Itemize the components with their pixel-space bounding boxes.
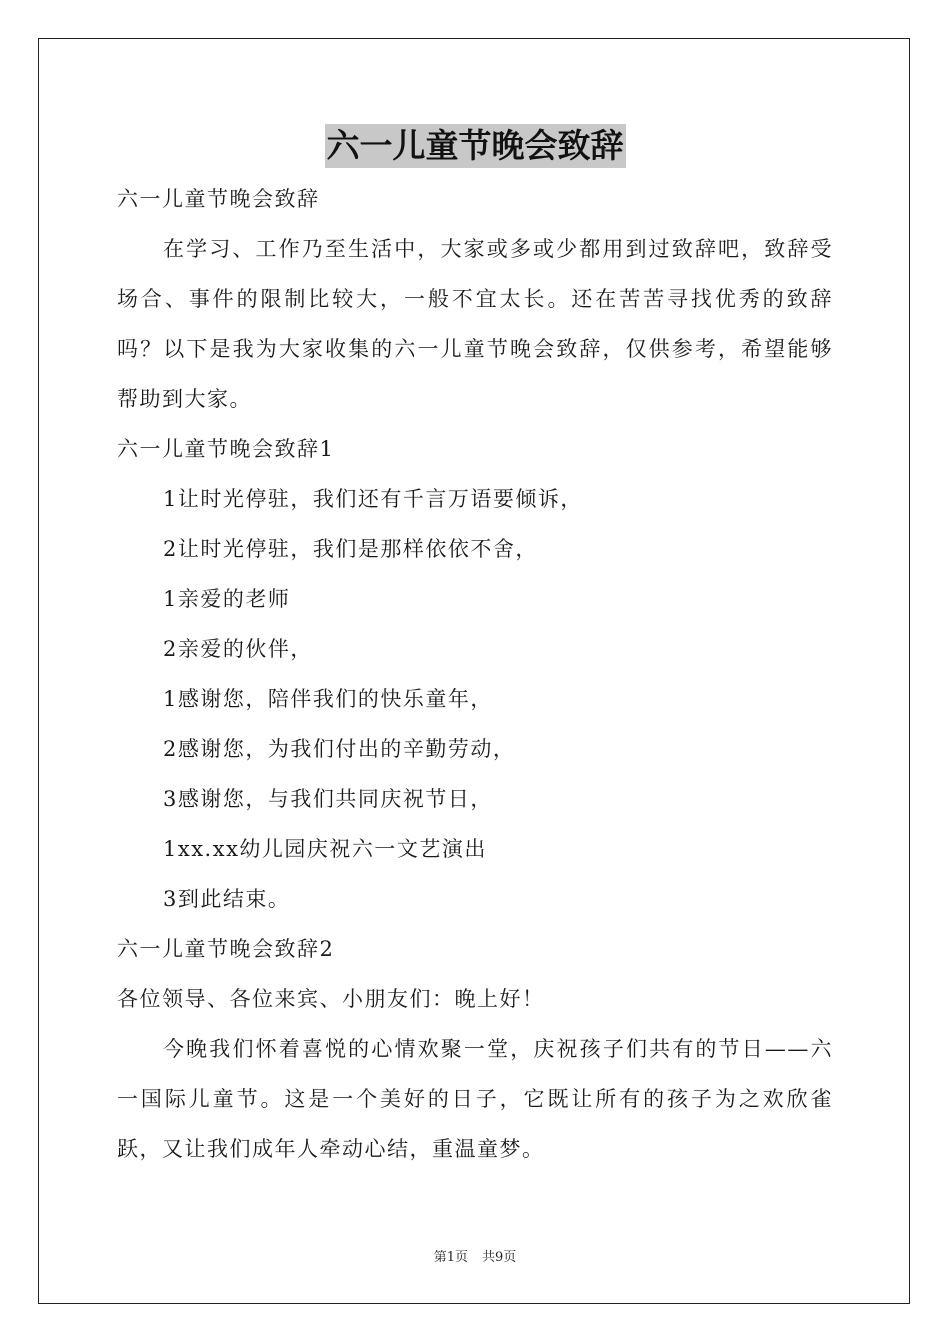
paragraph: 3到此结束。 [163, 887, 291, 911]
paragraph: 2让时光停驻，我们是那样依依不舍， [163, 537, 538, 561]
page-total: 共9页 [482, 1250, 517, 1265]
paragraph: 各位领导、各位来宾、小朋友们：晚上好！ [117, 987, 545, 1011]
paragraph: 2亲爱的伙伴， [163, 637, 313, 661]
document-body [117, 174, 833, 1174]
section-heading: 六一儿童节晚会致辞2 [117, 937, 335, 961]
page-number: 第1页 [433, 1250, 468, 1265]
paragraph: 1亲爱的老师 [163, 587, 291, 611]
paragraph: 六一儿童节晚会致辞 [117, 187, 320, 211]
paragraph: 在学习、工作乃至生活中，大家或多或少都用到过致辞吧，致辞受场合、事件的限制比较大，一般不宜太长。还在苦苦寻找优秀的致辞吗？以下是我为大家收集的六一儿童节晚会致辞，仅供参考，希望能够帮助到大家。 [117, 237, 833, 411]
paragraph: 3感谢您，与我们共同庆祝节日， [163, 787, 493, 811]
title-container [0, 124, 950, 168]
page-footer [0, 1246, 950, 1265]
paragraph: 1xx.xx幼儿园庆祝六一文艺演出 [163, 837, 487, 861]
paragraph: 今晚我们怀着喜悦的心情欢聚一堂，庆祝孩子们共有的节日——六一国际儿童节。这是一个美好的日子，它既让所有的孩子为之欢欣雀跃，又让我们成年人牵动心结，重温童梦。 [117, 1037, 833, 1161]
paragraph: 2感谢您，为我们付出的辛勤劳动， [163, 737, 516, 761]
paragraph: 1让时光停驻，我们还有千言万语要倾诉， [163, 487, 583, 511]
paragraph: 1感谢您，陪伴我们的快乐童年， [163, 687, 493, 711]
document-title: 六一儿童节晚会致辞 [325, 124, 626, 168]
section-heading: 六一儿童节晚会致辞1 [117, 437, 335, 461]
